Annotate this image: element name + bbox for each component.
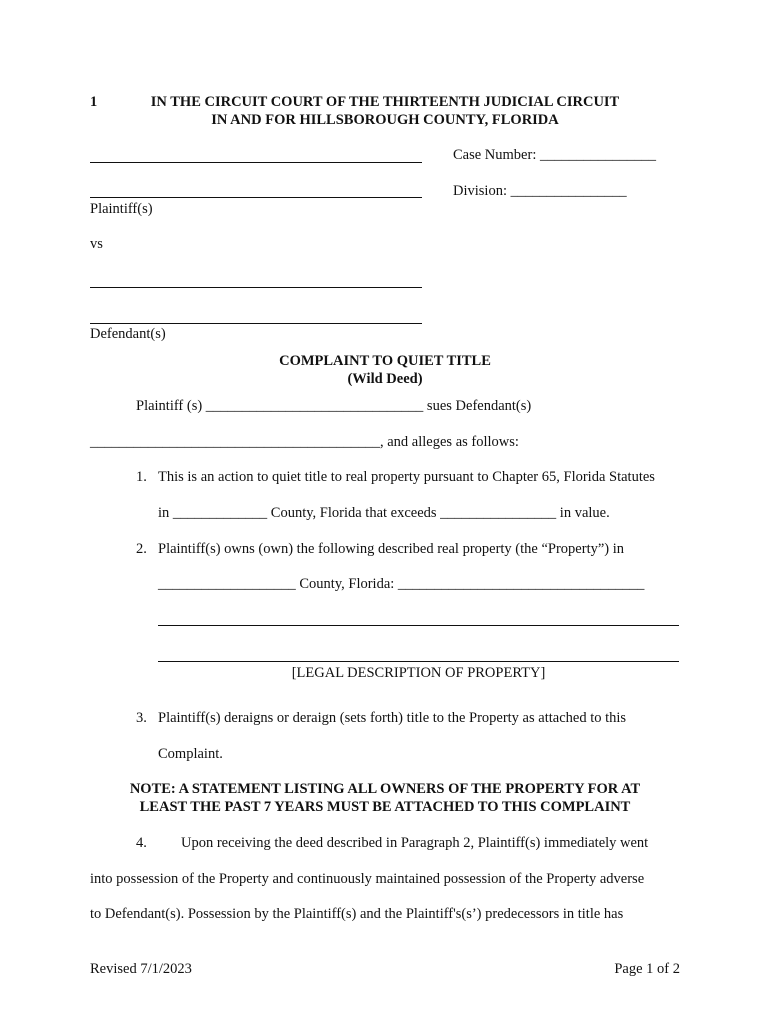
legal-description-caption: [LEGAL DESCRIPTION OF PROPERTY] xyxy=(291,665,546,681)
document-subtitle: (Wild Deed) xyxy=(347,371,423,387)
note-line-1: NOTE: A STATEMENT LISTING ALL OWNERS OF THE PROPERTY FOR AT xyxy=(129,781,641,797)
paragraph-2-line-1: Plaintiff(s) owns (own) the following described real property (the “Property”) in xyxy=(158,541,625,557)
paragraph-3-number: 3. xyxy=(136,710,147,726)
legal-description-line-2[interactable] xyxy=(158,661,679,662)
defendant-name-line-2[interactable] xyxy=(90,323,422,324)
paragraph-3-line-1: Plaintiff(s) deraigns or deraign (sets forth) title to the Property as attached to this xyxy=(158,710,627,726)
paragraph-2-number: 2. xyxy=(136,541,147,557)
court-heading-line2: IN AND FOR HILLSBOROUGH COUNTY, FLORIDA xyxy=(211,112,559,128)
paragraph-1-number: 1. xyxy=(136,469,147,485)
intro-line-1: Plaintiff (s) ______________________________ sues Defendant(s) xyxy=(136,398,532,414)
legal-description-line-1[interactable] xyxy=(158,625,679,626)
revised-date: Revised 7/1/2023 xyxy=(90,961,192,977)
paragraph-4-line-2: into possession of the Property and continuously maintained possession of the Property adverse xyxy=(90,871,645,887)
note-line-2: LEAST THE PAST 7 YEARS MUST BE ATTACHED TO THIS COMPLAINT xyxy=(139,799,631,815)
case-number-label: Case Number: ________________ xyxy=(453,147,656,163)
document-title: COMPLAINT TO QUIET TITLE xyxy=(279,353,491,369)
paragraph-2-line-2: ___________________ County, Florida: __________________________________ xyxy=(158,576,645,592)
paragraph-4-line-1: Upon receiving the deed described in Paragraph 2, Plaintiff(s) immediately went xyxy=(181,835,649,851)
paragraph-4-line-3: to Defendant(s). Possession by the Plaintiff(s) and the Plaintiff's(s’) predecessors in title has xyxy=(90,906,624,922)
paragraph-1-line-2: in _____________ County, Florida that exceeds ________________ in value. xyxy=(158,505,610,521)
paragraph-3-line-2: Complaint. xyxy=(158,746,223,762)
line-number: 1 xyxy=(90,94,98,110)
paragraph-1-line-1: This is an action to quiet title to real property pursuant to Chapter 65, Florida Statutes xyxy=(158,469,655,485)
plaintiff-label: Plaintiff(s) xyxy=(90,201,153,217)
page-number: Page 1 of 2 xyxy=(614,961,680,977)
defendant-label: Defendant(s) xyxy=(90,326,166,342)
division-label: Division: ________________ xyxy=(453,183,627,199)
plaintiff-name-line-2[interactable] xyxy=(90,197,422,198)
intro-line-2: ________________________________________, and alleges as follows: xyxy=(90,434,519,450)
defendant-name-line-1[interactable] xyxy=(90,287,422,288)
paragraph-4-number: 4. xyxy=(136,835,147,851)
court-heading-line1: IN THE CIRCUIT COURT OF THE THIRTEENTH JUDICIAL CIRCUIT xyxy=(150,94,620,110)
plaintiff-name-line-1[interactable] xyxy=(90,162,422,163)
vs-label: vs xyxy=(90,236,103,252)
